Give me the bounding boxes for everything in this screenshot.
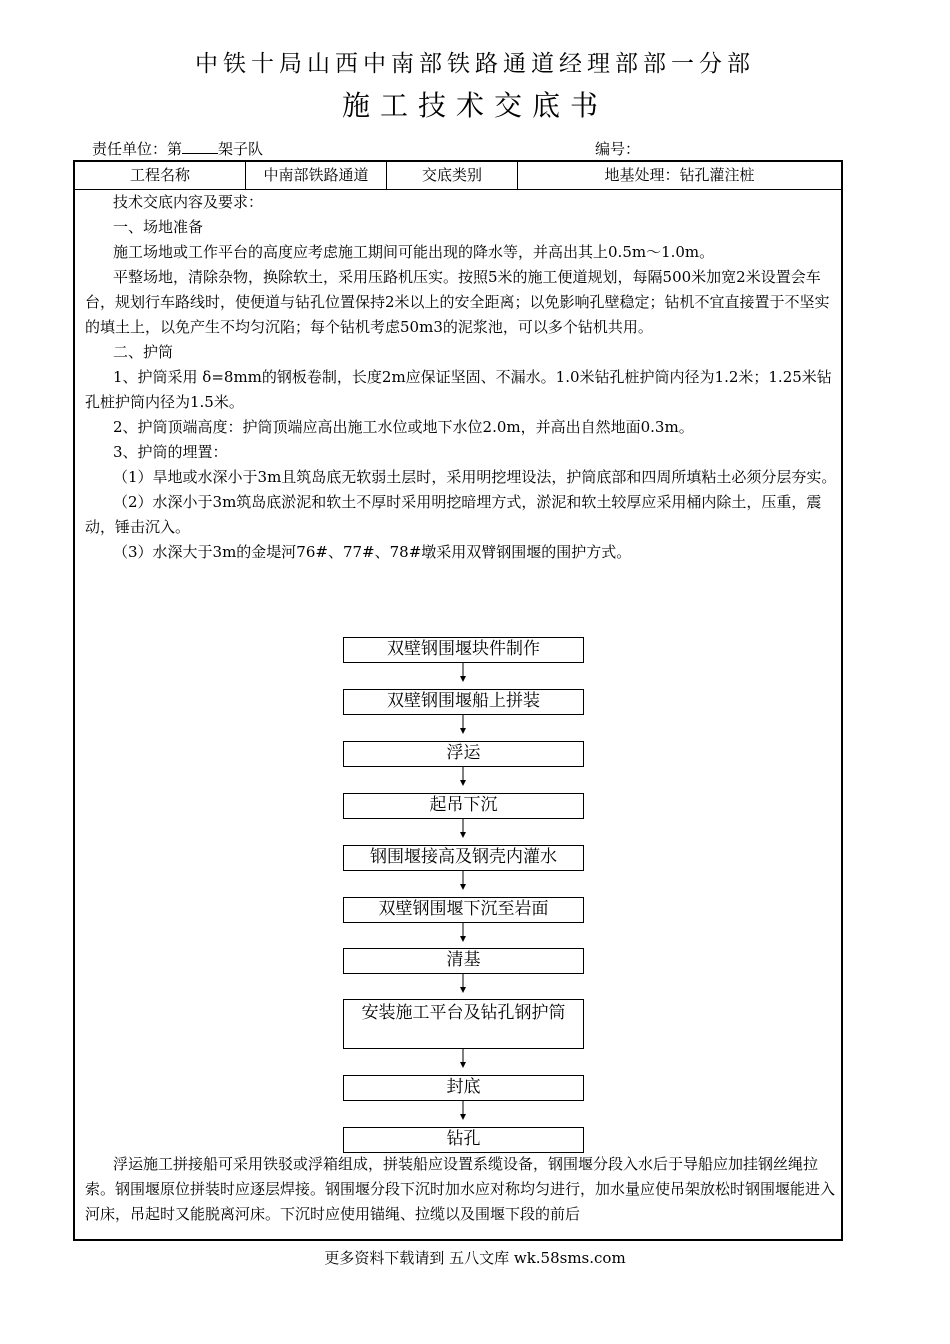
flow-step: 钢围堰接高及钢壳内灌水 bbox=[343, 845, 584, 871]
section-1-paragraph: 平整场地，清除杂物，换除软土，采用压路机压实。按照5米的施工便道规划，每隔500米加宽2米设置会车台，规划行车路线时，使便道与钻孔位置保持2米以上的安全距离；以免影响孔壁稳定；钻机不宜直接置于不坚实的填土上，以免产生不均匀沉陷；每个钻机考虑50m3的泥浆池，可以多个钻机共用。 bbox=[85, 268, 830, 336]
down-arrow-icon bbox=[456, 819, 470, 839]
flow-step: 安装施工平台及钻孔钢护筒 bbox=[343, 999, 584, 1049]
closing-text bbox=[85, 1152, 837, 1227]
disclosure-content bbox=[85, 190, 837, 565]
down-arrow-icon bbox=[456, 715, 470, 735]
category-value: 地基处理：钻孔灌注桩 bbox=[604, 166, 755, 184]
down-arrow-icon bbox=[456, 923, 470, 943]
footer-text: 更多资料下载请到 五八文库 wk.58sms.com bbox=[324, 1249, 626, 1267]
flow-step: 起吊下沉 bbox=[343, 793, 584, 819]
unit-suffix: 架子队 bbox=[218, 140, 264, 158]
section-2-paragraph: （1）旱地或水深小于3m且筑岛底无软弱土层时，采用明挖埋设法，护筒底部和四周所填粘土必须分层夯实。 bbox=[113, 468, 837, 486]
project-name-label: 工程名称 bbox=[129, 166, 190, 184]
section-2-title: 二、护筒 bbox=[113, 343, 174, 361]
unit-blank bbox=[182, 140, 218, 154]
responsible-unit bbox=[92, 138, 263, 159]
flow-step: 双壁钢围堰块件制作 bbox=[343, 637, 584, 663]
document-title: 施工技术交底书 bbox=[341, 89, 608, 122]
category-label: 交底类别 bbox=[421, 166, 482, 184]
section-2-paragraph: 1、护筒采用 δ=8mm的钢板卷制，长度2m应保证坚固、不漏水。1.0米钻孔桩护筒内径为1.2米；1.25米钻孔桩护筒内径为1.5米。 bbox=[85, 368, 832, 411]
down-arrow-icon bbox=[456, 1049, 470, 1069]
intro: 技术交底内容及要求： bbox=[113, 193, 264, 211]
down-arrow-icon bbox=[456, 767, 470, 787]
down-arrow-icon bbox=[456, 663, 470, 683]
info-table-header bbox=[75, 162, 841, 190]
section-1-paragraph: 施工场地或工作平台的高度应考虑施工期间可能出现的降水等，并高出其上0.5m～1.0m。 bbox=[113, 243, 715, 261]
flow-step: 双壁钢围堰下沉至岩面 bbox=[343, 897, 584, 923]
down-arrow-icon bbox=[456, 1101, 470, 1121]
down-arrow-icon bbox=[456, 871, 470, 891]
section-1-title: 一、场地准备 bbox=[113, 218, 204, 236]
section-2-paragraph: 3、护筒的埋置： bbox=[113, 443, 228, 461]
flow-step: 封底 bbox=[343, 1075, 584, 1101]
flow-step: 双壁钢围堰船上拼装 bbox=[343, 689, 584, 715]
flow-step: 钻孔 bbox=[343, 1127, 584, 1153]
section-2-paragraph: 2、护筒顶端高度：护筒顶端应高出施工水位或地下水位2.0m，并高出自然地面0.3m。 bbox=[113, 418, 694, 436]
closing-paragraph: 浮运施工拼接船可采用铁驳或浮箱组成，拼装船应设置系缆设备，钢围堰分段入水后于导船应加挂钢丝绳拉索。钢围堰原位拼装时应逐层焊接。钢围堰分段下沉时加水应对称均匀进行，加水量应使吊架放松时钢围堰能进入河床，吊起时又能脱离河床。下沉时应使用锚绳、拉缆以及围堰下段的前后 bbox=[85, 1155, 836, 1223]
document-number: 编号： bbox=[595, 140, 641, 158]
document-frame bbox=[73, 160, 843, 1241]
flow-step: 清基 bbox=[343, 948, 584, 974]
section-2-paragraph: （3）水深大于3m的金堤河76#、77#、78#墩采用双臂钢围堰的围护方式。 bbox=[113, 543, 632, 561]
down-arrow-icon bbox=[456, 974, 470, 994]
project-name-value: 中南部铁路通道 bbox=[263, 166, 369, 184]
organization-name: 中铁十局山西中南部铁路通道经理部部一分部 bbox=[195, 51, 755, 77]
section-2-paragraph: （2）水深小于3m筑岛底淤泥和软土不厚时采用明挖暗埋方式，淤泥和软土较厚应采用桶内除土，压重，震动，锤击沉入。 bbox=[85, 493, 822, 536]
flow-step: 浮运 bbox=[343, 741, 584, 767]
unit-label: 责任单位：第 bbox=[92, 140, 183, 158]
